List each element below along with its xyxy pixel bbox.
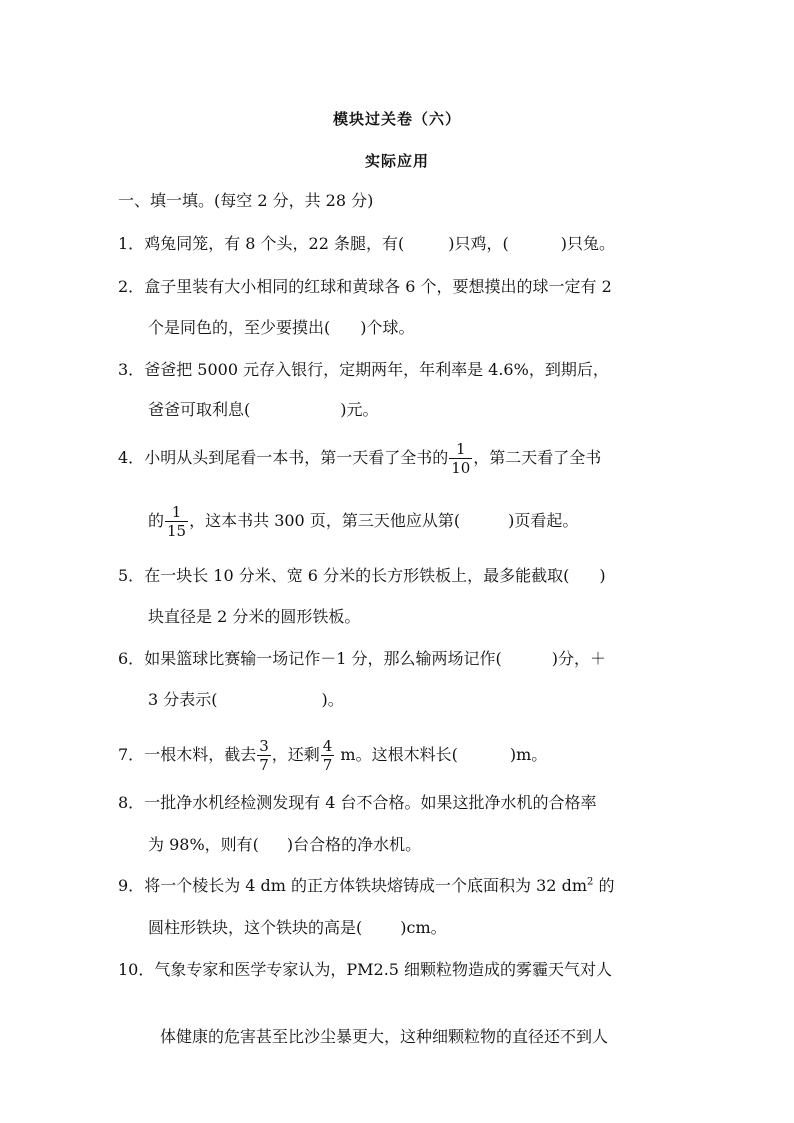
question-text: 的 [593, 876, 615, 895]
fraction: $\frac{1}{10}$ [451, 440, 471, 477]
question-text: )页看起。 [508, 511, 579, 530]
question-text: 如果篮球比赛输一场记作－1 分，那么输两场记作( [144, 649, 502, 668]
question-10 [118, 960, 612, 980]
question-5 [118, 566, 606, 586]
question-text: 个是同色的，至少要摸出( [148, 318, 331, 337]
question-text: 的 [148, 511, 165, 530]
fraction: $\frac{1}{15}$ [167, 503, 187, 540]
question-10-continued [160, 1027, 608, 1047]
question-text: ，第二天看了全书 [473, 448, 602, 467]
question-text: 3 分表示( [148, 690, 218, 709]
question-1 [118, 234, 615, 254]
question-number: 4． [118, 448, 145, 467]
question-text: 为 98%，则有( [148, 835, 259, 854]
question-9-continued [148, 918, 447, 938]
question-text: 气象专家和医学专家认为，PM2.5 细颗粒物造成的雾霾天气对人 [154, 960, 613, 979]
question-3-continued [148, 400, 379, 420]
question-4 [118, 440, 601, 477]
question-text: 一根木料，截去 [144, 745, 257, 764]
question-number: 9． [118, 876, 145, 895]
question-text: 盒子里装有大小相同的红球和黄球各 6 个，要想摸出的球一定有 2 [144, 277, 612, 296]
question-number: 6． [118, 649, 145, 668]
question-text: 体健康的危害甚至比沙尘暴更大，这种细颗粒物的直径还不到人 [160, 1027, 609, 1046]
question-text: 在一块长 10 分米、宽 6 分米的长方形铁板上，最多能截取( [144, 566, 570, 585]
question-5-continued [148, 607, 360, 627]
question-number: 10． [118, 960, 155, 979]
question-9 [118, 876, 614, 896]
question-number: 1． [118, 234, 145, 253]
question-text: )分，＋ [551, 649, 606, 668]
question-text: 小明从头到尾看一本书，第一天看了全书的 [144, 448, 449, 467]
question-text: )台合格的净水机。 [286, 835, 422, 854]
question-text: ，这本书共 300 页，第三天他应从第( [189, 511, 461, 530]
question-text: )m。 [509, 745, 548, 764]
question-number: 7． [118, 745, 145, 764]
question-text: )。 [321, 690, 344, 709]
question-7 [118, 737, 547, 774]
fraction: $\frac{3}{7}$ [259, 737, 269, 774]
question-text: )cm。 [400, 918, 447, 937]
question-text: 圆柱形铁块，这个铁块的高是( [148, 918, 363, 937]
page-title: 模块过关卷（六） [332, 110, 461, 128]
section-heading: 一、填一填。(每空 2 分，共 28 分) [118, 191, 374, 210]
question-text: ) [599, 566, 606, 585]
question-text: 块直径是 2 分米的圆形铁板。 [148, 607, 361, 626]
question-text: )元。 [340, 400, 379, 419]
question-text: 爸爸可取利息( [148, 400, 251, 419]
superscript: 2 [587, 876, 594, 888]
question-number: 8． [118, 793, 145, 812]
question-4-continued [148, 503, 578, 540]
question-text: )个球。 [360, 318, 415, 337]
question-text: 一批净水机经检测发现有 4 台不合格。如果这批净水机的合格率 [144, 793, 597, 812]
question-6-continued [148, 690, 344, 710]
question-number: 3． [118, 360, 145, 379]
question-2-continued [148, 318, 415, 338]
question-text: 鸡兔同笼，有 8 个头，22 条腿，有( [144, 234, 405, 253]
question-number: 2． [118, 277, 145, 296]
question-text: )只兔。 [560, 234, 615, 253]
question-3 [118, 360, 609, 380]
question-text: m。这根木料长( [335, 745, 458, 764]
question-text: )只鸡，( [448, 234, 509, 253]
page-subtitle: 实际应用 [364, 152, 429, 170]
fraction: $\frac{4}{7}$ [322, 737, 333, 774]
question-number: 5． [118, 566, 145, 585]
question-text: 爸爸把 5000 元存入银行，定期两年，年利率是 4.6%，到期后， [144, 360, 609, 379]
question-2 [118, 277, 612, 297]
question-6 [118, 649, 606, 669]
question-8 [118, 793, 597, 813]
question-text: ，还剩 [271, 745, 320, 764]
question-text: 将一个棱长为 4 dm 的正方体铁块熔铸成一个底面积为 32 dm [144, 876, 587, 895]
question-8-continued [148, 835, 421, 855]
